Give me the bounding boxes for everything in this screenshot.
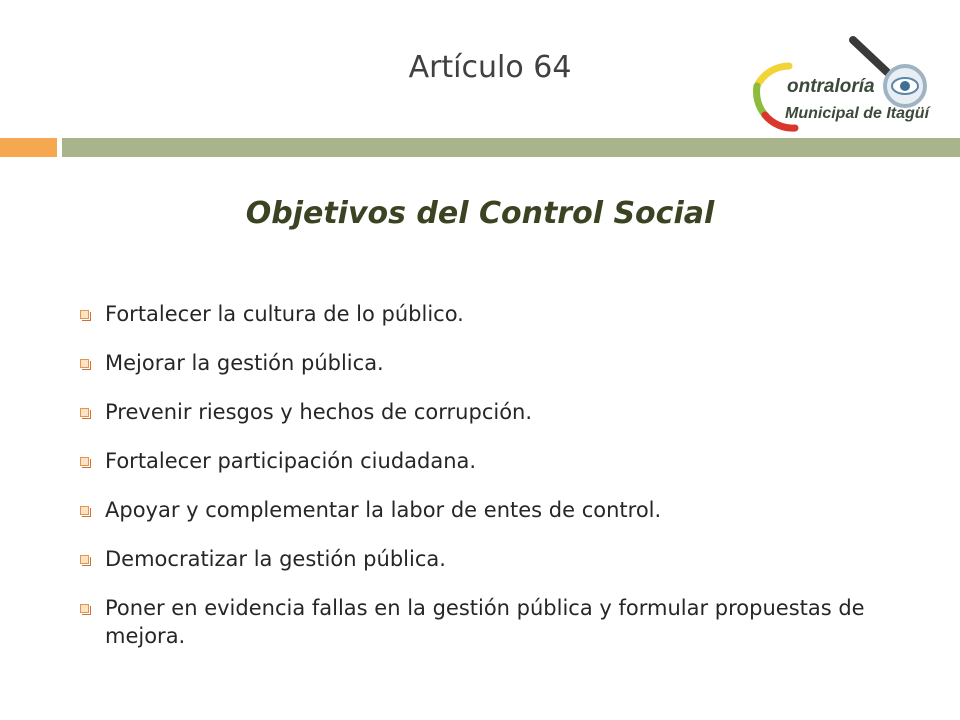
list-item-text: Prevenir riesgos y hechos de corrupción. bbox=[105, 400, 533, 424]
square-bullet-icon bbox=[80, 506, 89, 515]
logo-c-yellow-arc bbox=[757, 66, 789, 86]
list-item-text: Fortalecer participación ciudadana. bbox=[105, 449, 477, 473]
list-item bbox=[80, 447, 880, 475]
list-item bbox=[80, 398, 880, 426]
magnifier-handle bbox=[853, 40, 887, 72]
list-item-text: Democratizar la gestión pública. bbox=[105, 547, 446, 571]
list-item-text: Poner en evidencia fallas en la gestión pública y formular propuestas de mejora. bbox=[105, 596, 865, 648]
logo-line2: Municipal de Itagüí bbox=[785, 105, 930, 122]
square-bullet-icon bbox=[80, 555, 89, 564]
logo-c-green-arc bbox=[757, 86, 765, 115]
list-item-text: Mejorar la gestión pública. bbox=[105, 351, 384, 375]
square-bullet-icon bbox=[80, 359, 89, 368]
square-bullet-icon bbox=[80, 604, 89, 613]
logo-line1: ontraloría bbox=[787, 76, 875, 97]
list-item bbox=[80, 300, 880, 328]
eye-pupil bbox=[900, 81, 910, 91]
square-bullet-icon bbox=[80, 408, 89, 417]
contraloria-logo bbox=[745, 30, 950, 135]
list-item-text: Apoyar y complementar la labor de entes de control. bbox=[105, 498, 662, 522]
list-item bbox=[80, 349, 880, 377]
accent-bar bbox=[0, 138, 57, 157]
objectives-list bbox=[80, 300, 880, 671]
square-bullet-icon bbox=[80, 457, 89, 466]
list-item bbox=[80, 545, 880, 573]
slide-subtitle: Objetivos del Control Social bbox=[245, 196, 715, 231]
list-item-text: Fortalecer la cultura de lo público. bbox=[105, 302, 464, 326]
header-bar bbox=[62, 138, 960, 157]
square-bullet-icon bbox=[80, 310, 89, 319]
list-item bbox=[80, 594, 880, 650]
slide-title: Artículo 64 bbox=[408, 50, 572, 85]
list-item bbox=[80, 496, 880, 524]
